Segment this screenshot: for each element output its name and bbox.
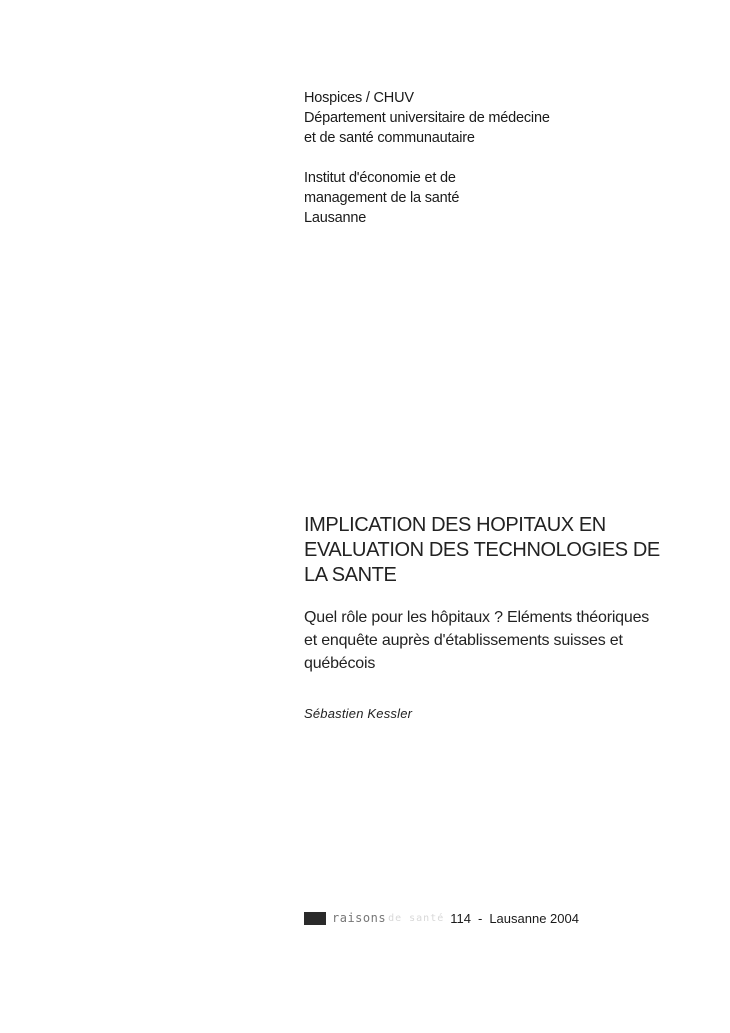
- series-logo-block-icon: [304, 912, 326, 925]
- institution-line: management de la santé: [304, 190, 460, 206]
- document-title: [304, 513, 660, 588]
- title-line: EVALUATION DES TECHNOLOGIES DE: [304, 539, 660, 561]
- series-number: 114: [450, 910, 471, 926]
- subtitle-line: et enquête auprès d'établissements suisses et: [304, 632, 623, 649]
- institution-line: Institut d'économie et de: [304, 170, 456, 186]
- spacer: [304, 148, 550, 168]
- institution-line: Hospices / CHUV: [304, 90, 414, 106]
- institution-block: [304, 88, 550, 228]
- institution-line: Département universitaire de médecine: [304, 110, 550, 126]
- author-name: Sébastien Kessler: [304, 706, 413, 721]
- place-year: Lausanne 2004: [489, 910, 579, 926]
- title-line: LA SANTE: [304, 564, 397, 586]
- subtitle-line: québécois: [304, 655, 376, 672]
- footer-separator: -: [477, 910, 483, 926]
- title-line: IMPLICATION DES HOPITAUX EN: [304, 514, 606, 536]
- subtitle-line: Quel rôle pour les hôpitaux ? Eléments théoriques: [304, 609, 650, 626]
- document-subtitle: [304, 606, 649, 675]
- institution-line: Lausanne: [304, 210, 367, 226]
- institution-line: et de santé communautaire: [304, 130, 475, 146]
- series-footer: [304, 909, 579, 927]
- series-name: raisons: [332, 911, 387, 925]
- series-name-faint: de santé: [388, 912, 445, 924]
